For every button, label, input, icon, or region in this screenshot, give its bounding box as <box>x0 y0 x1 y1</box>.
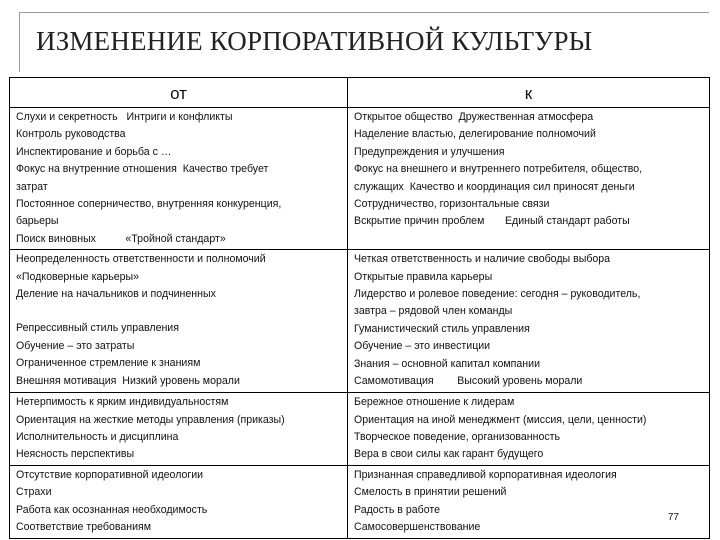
cell-line: Контроль руководства <box>16 128 126 141</box>
cell-line: «Подковерные карьеры» <box>16 270 140 283</box>
cell-line: Соответствие требованиям <box>16 521 152 534</box>
cell-line: Вскрытие причин проблем Единый стандарт работы <box>354 215 630 228</box>
table-row <box>10 393 710 466</box>
blank-line <box>16 303 341 320</box>
cell-line: Самомотивация Высокий уровень морали <box>354 375 583 388</box>
cell-line: Деление на начальников и подчиненных <box>16 288 216 301</box>
cell-from <box>10 250 348 393</box>
cell-line: Обучение – это затраты <box>16 339 135 352</box>
table-row <box>10 250 710 393</box>
cell-line: Смелость в принятии решений <box>354 486 507 499</box>
cell-line: Ориентация на иной менеджмент (миссия, цели, ценности) <box>354 413 647 426</box>
page-number: 77 <box>667 512 679 523</box>
cell-line: Вера в свои силы как гарант будущего <box>354 448 544 461</box>
cell-from <box>10 393 348 466</box>
cell-line: Предупреждения и улучшения <box>354 145 505 158</box>
cell-line: Знания – основной капитал компании <box>354 357 540 370</box>
cell-line: Неопределенность ответственности и полномочий <box>16 253 266 266</box>
cell-line: служащих Качество и координация сил приносят деньги <box>354 180 635 193</box>
cell-line: Страхи <box>16 486 52 499</box>
cell-line: Поиск виновных «Тройной стандарт» <box>16 232 226 245</box>
cell-line: Радость в работе <box>354 503 440 516</box>
table-row <box>10 465 710 538</box>
cell-line: затрат <box>16 180 48 193</box>
cell-line: Самосовершенствование <box>354 521 481 534</box>
cell-line: Творческое поведение, организованность <box>354 431 561 444</box>
cell-line: Репрессивный стиль управления <box>16 322 179 335</box>
cell-line: Лидерство и ролевое поведение: сегодня – руководитель, <box>354 288 641 301</box>
cell-to <box>348 393 710 466</box>
cell-line: Инспектирование и борьба с … <box>16 145 172 158</box>
cell-line: Признанная справедливой корпоративная идеология <box>354 468 617 481</box>
cell-from <box>10 108 348 250</box>
table-body <box>10 108 710 539</box>
header-to: к <box>348 78 710 108</box>
cell-line: Открытое общество Дружественная атмосфера <box>354 111 594 123</box>
cell-line: Исполнительность и дисциплина <box>16 431 179 444</box>
page-title: ИЗМЕНЕНИЕ КОРПОРАТИВНОЙ КУЛЬТУРЫ <box>36 26 593 56</box>
cell-line: Обучение – это инвестиции <box>354 340 491 353</box>
cell-line: Внешняя мотивация Низкий уровень морали <box>16 374 240 387</box>
cell-line: Отсутствие корпоративной идеологии <box>16 468 204 481</box>
cell-line: Нетерпимость к ярким индивидуальностям <box>16 396 229 409</box>
cell-to <box>348 250 710 393</box>
table-row <box>10 108 710 250</box>
cell-line: Работа как осознанная необходимость <box>16 503 208 516</box>
cell-line: Сотрудничество, горизонтальные связи <box>354 198 550 211</box>
cell-line: Гуманистический стиль управления <box>354 322 530 335</box>
cell-to <box>348 108 710 250</box>
cell-line: Ограниченное стремление к знаниям <box>16 357 201 370</box>
cell-to <box>348 465 710 538</box>
table-header-row <box>10 78 710 108</box>
cell-line: Открытые правила карьеры <box>354 270 493 283</box>
cell-line: Слухи и секретность Интриги и конфликты <box>16 111 233 123</box>
header-from: от <box>10 78 348 108</box>
title-decoration-vertical-line <box>19 12 20 72</box>
cell-line: Ориентация на жесткие методы управления (приказы) <box>16 413 285 426</box>
culture-change-table <box>9 77 710 539</box>
title-decoration-horizontal-line <box>19 12 709 13</box>
cell-line: барьеры <box>16 215 59 228</box>
cell-line: Четкая ответственность и наличие свободы выбора <box>354 253 611 266</box>
cell-line: Фокус на внешнего и внутреннего потребителя, общество, <box>354 163 643 176</box>
cell-line: Фокус на внутренние отношения Качество требует <box>16 163 269 176</box>
cell-line: Бережное отношение к лидерам <box>354 396 515 409</box>
cell-from <box>10 465 348 538</box>
cell-line: Неясность перспективы <box>16 448 135 461</box>
cell-line: завтра – рядовой член команды <box>354 305 513 318</box>
cell-line: Наделение властью, делегирование полномочий <box>354 128 596 141</box>
cell-line: Постоянное соперничество, внутренняя конкуренция, <box>16 198 282 211</box>
